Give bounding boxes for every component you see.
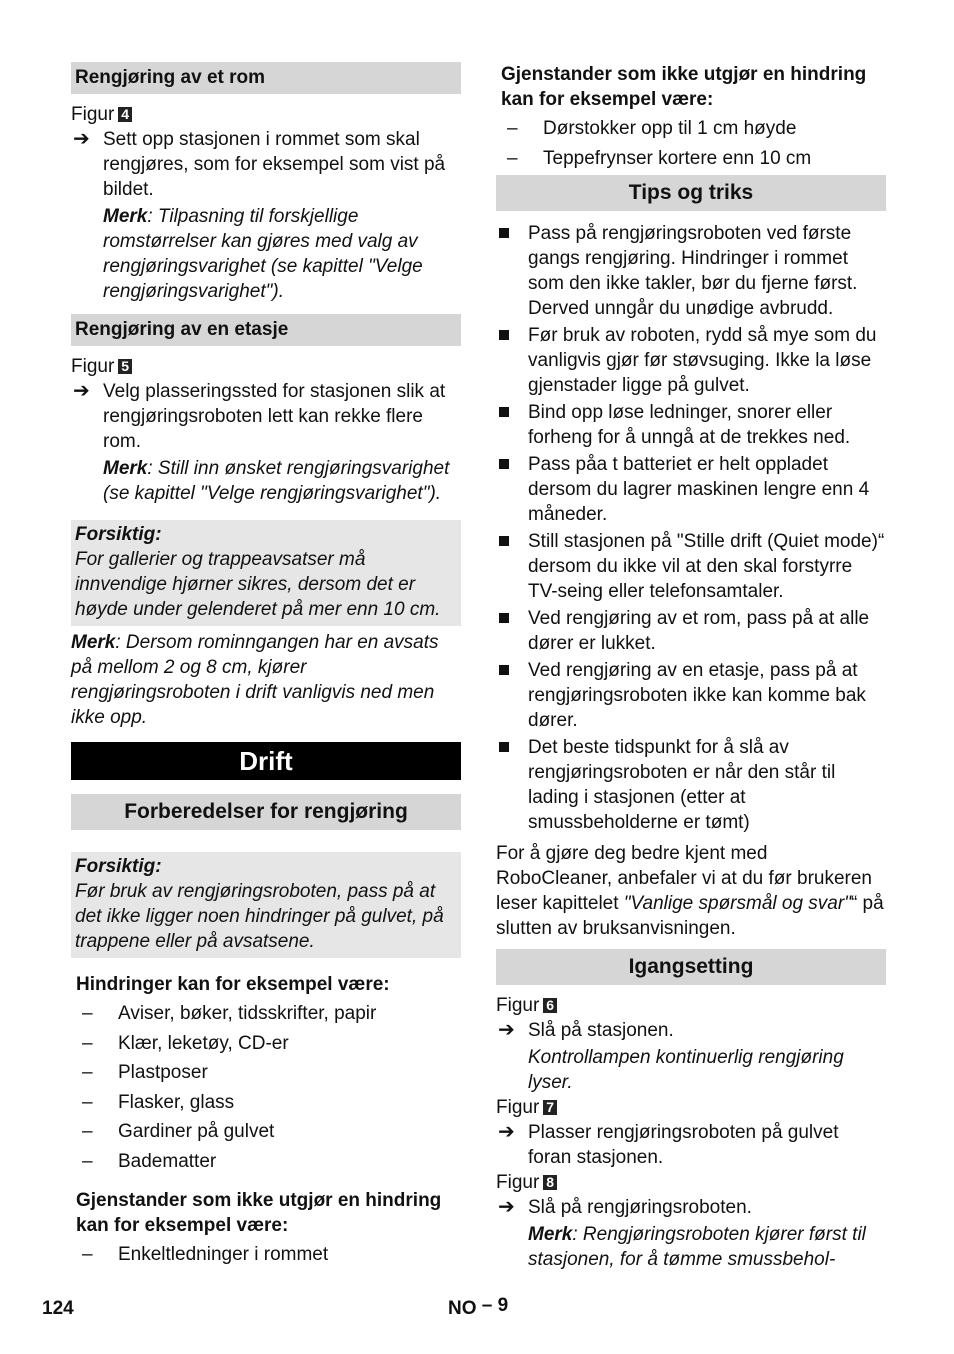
arrow-right-icon: ➔ xyxy=(73,128,90,150)
list-item: Still stasjonen på "Stille drift (Quiet mode)“ dersom du ikke vil at den skal forstyrre TV-seing eller telefonsamtaler. xyxy=(496,529,886,604)
list-item: – Badematter xyxy=(82,1150,217,1172)
square-bullet-icon xyxy=(499,228,509,238)
square-bullet-icon xyxy=(499,665,509,675)
figure-ref-8: Figur 8 xyxy=(496,1170,886,1195)
heading-clean-room: Rengjøring av et rom xyxy=(71,62,461,94)
note-robot-empties: Merk: Rengjøringsroboten kjører først til stasjonen, for å tømme smussbehol- xyxy=(528,1224,866,1270)
list-item: Ved rengjøring av et rom, pass på at alle dører er lukket. xyxy=(496,606,886,656)
square-bullet-icon xyxy=(499,459,509,469)
list-item: Det beste tidspunkt for å slå av rengjøringsroboten er når den står til lading i stasjonen (etter at smussbeholderne er tømt) xyxy=(496,735,886,835)
list-item: – Gardiner på gulvet xyxy=(82,1121,275,1142)
arrow-right-icon: ➔ xyxy=(498,1196,515,1218)
list-item: – Flasker, glass xyxy=(82,1091,235,1113)
heading-startup: Igangsetting xyxy=(496,949,886,985)
square-bullet-icon xyxy=(499,742,509,752)
non-obstacles-list-cont xyxy=(496,116,886,171)
step-place-robot: ➔ Plasser rengjøringsroboten på gulvet foran stasjonen. xyxy=(498,1121,839,1168)
chapter-heading-drift: Drift xyxy=(71,742,461,780)
list-item: – Plastposer xyxy=(82,1062,208,1083)
list-item: – Klær, leketøy, CD-er xyxy=(82,1032,289,1054)
left-column xyxy=(71,62,461,1271)
arrow-right-icon: ➔ xyxy=(498,1019,515,1041)
step-place-station: ➔ Sett opp stasjonen i rommet som skal rengjøres, som for eksempel som vist på bildet. xyxy=(73,128,446,200)
step-turn-on-robot: ➔ Slå på rengjøringsroboten. xyxy=(498,1196,752,1218)
right-column xyxy=(496,62,886,1272)
note-set-duration: Merk: Still inn ønsket rengjøringsvarighet (se kapittel "Velge rengjøringsvarighet"). xyxy=(103,458,450,504)
list-item: – Teppefrynser kortere enn 10 cm xyxy=(507,147,812,169)
figure-ref-7: Figur 7 xyxy=(496,1095,886,1120)
step-turn-on-station: ➔ Slå på stasjonen. xyxy=(498,1019,674,1041)
figure-number-7: 7 xyxy=(543,1100,557,1115)
list-item: – Dørstokker opp til 1 cm høyde xyxy=(507,118,797,139)
square-bullet-icon xyxy=(499,407,509,417)
figure-ref-6: Figur 6 xyxy=(496,993,886,1018)
caution-title: Forsiktig: xyxy=(75,524,162,545)
list-item: Bind opp løse ledninger, snorer eller forheng for å unngå at de trekkes ned. xyxy=(496,400,886,450)
heading-clean-floor: Rengjøring av en etasje xyxy=(71,314,461,346)
list-item: Ved rengjøring av en etasje, pass på at rengjøringsroboten ikke kan komme bak dører. xyxy=(496,658,886,733)
page-language-label: NO – 9 xyxy=(448,1295,509,1319)
figure-ref-4: Figur 4 xyxy=(71,102,461,127)
square-bullet-icon xyxy=(499,330,509,340)
caution-text: Før bruk av rengjøringsroboten, pass på at det ikke ligger noen hindringer på gulvet, på trappene eller på avsatsene. xyxy=(75,881,444,952)
square-bullet-icon xyxy=(499,613,509,623)
heading-tips: Tips og triks xyxy=(496,175,886,211)
caution-title: Forsiktig: xyxy=(75,856,162,877)
note-control-lamp: Kontrollampen kontinuerlig rengjøring lyser. xyxy=(528,1047,844,1093)
caution-box-obstacles xyxy=(71,852,461,958)
subheading-non-obstacles: Gjenstander som ikke utgjør en hindring kan for eksempel være: xyxy=(76,1189,442,1236)
subheading-non-obstacles-cont: Gjenstander som ikke utgjør en hindring kan for eksempel være: xyxy=(501,64,867,110)
list-item: Pass påa t batteriet er helt oppladet dersom du lagrer maskinen lengre enn 4 måneder. xyxy=(496,452,886,527)
figure-ref-5: Figur 5 xyxy=(71,354,461,379)
caution-text: For gallerier og trappeavsatser må innvendige hjørner sikres, dersom det er høyde under gelenderet på mer enn 10 cm. xyxy=(75,549,441,620)
page-number: 124 xyxy=(42,1298,74,1319)
note-threshold: Merk: Dersom rominngangen har en avsats på mellom 2 og 8 cm, kjører rengjøringsroboten i drift vanligvis ned men ikke opp. xyxy=(71,632,439,728)
faq-paragraph: For å gjøre deg bedre kjent med RoboCleaner, anbefaler vi at du før brukeren leser kapittelet "Vanlige spørsmål og svar"“ på slutten av bruksanvisningen. xyxy=(496,843,884,939)
list-item: – Aviser, bøker, tidsskrifter, papir xyxy=(82,1003,377,1024)
figure-number-5: 5 xyxy=(118,359,132,374)
note-room-size: Merk: Tilpasning til forskjellige romstørrelser kan gjøres med valg av rengjøringsvarighet (se kapittel "Velge rengjøringsvarighet"). xyxy=(103,206,423,302)
subheading-obstacles: Hindringer kan for eksempel være: xyxy=(76,974,390,995)
arrow-right-icon: ➔ xyxy=(498,1121,515,1143)
arrow-right-icon: ➔ xyxy=(73,380,90,402)
tips-list xyxy=(496,221,886,835)
figure-number-8: 8 xyxy=(543,1175,557,1190)
obstacles-list xyxy=(71,1001,461,1174)
figure-number-4: 4 xyxy=(118,107,132,122)
heading-preparations: Forberedelser for rengjøring xyxy=(71,794,461,830)
square-bullet-icon xyxy=(499,536,509,546)
non-obstacles-list xyxy=(71,1242,461,1267)
caution-box-galleries xyxy=(71,520,461,626)
figure-number-6: 6 xyxy=(543,998,557,1013)
list-item: Pass på rengjøringsroboten ved første gangs rengjøring. Hindringer i rommet som den ikke takler, bør du fjerne først. Derved unngår du unødige avbrudd. xyxy=(496,221,886,321)
list-item: – Enkeltledninger i rommet xyxy=(82,1243,329,1265)
step-choose-location: ➔ Velg plasseringssted for stasjonen slik at rengjøringsroboten lett kan rekke flere rom. xyxy=(73,380,446,452)
list-item: Før bruk av roboten, rydd så mye som du vanligvis gjør før støvsuging. Ikke la løse gjenstader ligge på gulvet. xyxy=(496,323,886,398)
